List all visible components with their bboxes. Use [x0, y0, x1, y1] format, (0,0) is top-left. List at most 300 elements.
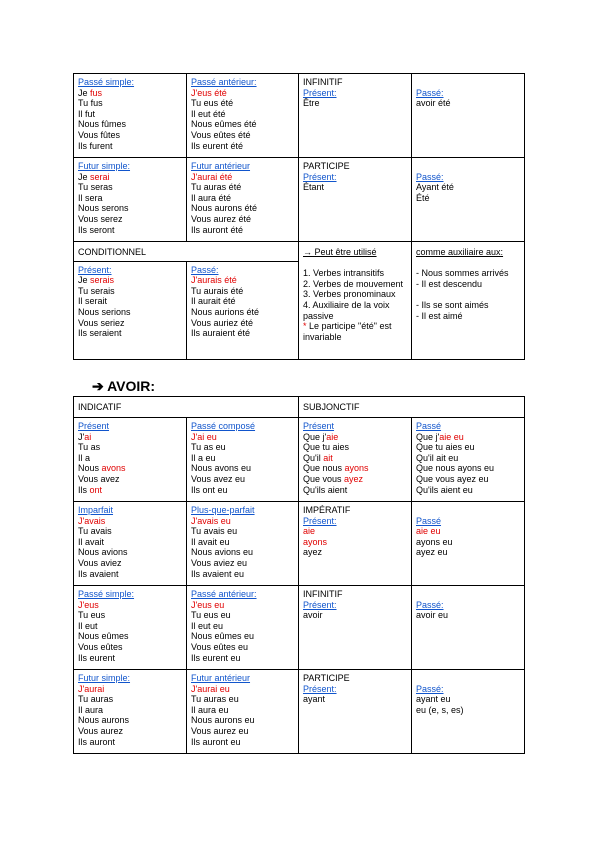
conjugation-line [416, 537, 520, 548]
conjugation-line [191, 193, 294, 204]
line-text: Qu'il ait eu [416, 452, 459, 463]
line-text: Il eut [78, 620, 98, 631]
conjugation-line [191, 172, 294, 183]
conjugation-line [191, 642, 294, 653]
line-text: Tu avais [78, 526, 112, 537]
conjugation-line [303, 547, 407, 558]
form-value: Été [416, 192, 430, 203]
conjugation-line [303, 485, 407, 496]
highlighted-form: J'avais [78, 515, 106, 526]
conjugation-line [191, 130, 294, 141]
conjugation-line [191, 547, 294, 558]
conjugation-line [416, 463, 520, 474]
conj-lines [78, 88, 182, 152]
form-value: avoir [303, 610, 323, 621]
line-text: Nous [78, 463, 102, 474]
conj-lines [416, 432, 520, 496]
section-title: Passé antérieur: [191, 589, 257, 599]
conjugation-line [303, 463, 407, 474]
conjugation-line [78, 653, 182, 664]
conj-lines [191, 516, 294, 580]
highlighted-form: J'aurai été [191, 171, 233, 182]
conjugation-line [78, 119, 182, 130]
conjugation-line [78, 193, 182, 204]
conj-lines [78, 275, 182, 339]
highlighted-form: J'eus [78, 599, 99, 610]
mode-label: INFINITIF [303, 589, 343, 599]
line-text: Qu'il [303, 452, 324, 463]
conjugation-line [191, 432, 294, 443]
line-text: Je [78, 275, 91, 286]
conjugation-line [303, 432, 407, 443]
line-text: Tu auras été [191, 182, 242, 193]
avoir-imparfait-cell [74, 502, 187, 586]
line-text: Ils auront [78, 736, 116, 747]
conjugation-line [78, 474, 182, 485]
section-title: Passé antérieur: [191, 77, 257, 87]
conjugation-line [78, 726, 182, 737]
conjugation-line [78, 109, 182, 120]
conjugation-line [78, 705, 182, 716]
avoir-imperatif-cell [299, 502, 412, 586]
line-text: Nous serons [78, 203, 129, 214]
conjugation-line [303, 474, 407, 485]
line-text: Il eut eu [191, 620, 224, 631]
mode-label: PARTICIPE [303, 161, 350, 171]
conjugation-line [78, 642, 182, 653]
conjugation-line [78, 547, 182, 558]
conjugation-line [416, 432, 520, 443]
line-text: Que tu aies eu [416, 442, 475, 453]
line-text: Ils [78, 484, 90, 495]
line-text: Ils auront été [191, 224, 244, 235]
usage-item: 4. Auxiliaire de la voix passive [303, 299, 390, 321]
line-text: Tu as eu [191, 442, 226, 453]
conjugation-line [78, 318, 182, 329]
section-title: Présent [78, 421, 110, 431]
conjugation-line [191, 653, 294, 664]
conjugation-line [191, 600, 294, 611]
form-value: Étant [303, 182, 325, 193]
line-text: Il aura eu [191, 704, 229, 715]
mode-label: CONDITIONNEL [78, 247, 147, 257]
indicatif-header-cell [74, 397, 299, 418]
highlighted-form: aie eu [416, 526, 441, 537]
line-text: Que j' [416, 431, 440, 442]
conjugation-line [191, 141, 294, 152]
conjugation-line [191, 474, 294, 485]
section-title: Passé composé [191, 421, 256, 431]
section-title: Passé simple: [78, 77, 135, 87]
conj-lines [191, 600, 294, 664]
line-text: Nous eûmes eu [191, 631, 255, 642]
conj-lines [191, 88, 294, 152]
usage-cell [299, 242, 412, 360]
conj-lines [78, 516, 182, 580]
line-text: Ils avaient eu [191, 568, 245, 579]
line-text: Vous eûtes [78, 641, 123, 652]
line-text: Ils seront [78, 224, 115, 235]
conjugation-line [191, 275, 294, 286]
conjugation-line [191, 463, 294, 474]
conjugation-line [191, 684, 294, 695]
avoir-participe-cell [299, 670, 412, 754]
line-text: Il a [78, 452, 91, 463]
mode-label: INDICATIF [78, 402, 122, 412]
line-text: Nous aurons été [191, 203, 258, 214]
highlighted-form: J'ai eu [191, 431, 217, 442]
section-title: Passé: [191, 264, 219, 275]
line-text: Nous avions [78, 547, 128, 558]
etre-futur-simple-cell [74, 158, 187, 242]
line-text: Ils auront eu [191, 736, 241, 747]
section-title: Présent: [303, 683, 337, 694]
highlighted-form: J'eus été [191, 87, 227, 98]
section-title: → Peut être utilisé [303, 247, 377, 257]
avoir-conjugation-table [73, 396, 525, 754]
cond-present-cell [74, 261, 187, 359]
conjugation-line [78, 694, 182, 705]
form-value: ayant [303, 694, 326, 705]
highlighted-form: ayons [303, 536, 328, 547]
conj-lines [78, 600, 182, 664]
section-title: Futur simple: [78, 673, 131, 683]
line-text: Ils auraient été [191, 328, 251, 339]
conjugation-line [78, 621, 182, 632]
conjugation-line [191, 485, 294, 496]
conjugation-line [191, 705, 294, 716]
conjugation-line [191, 88, 294, 99]
conjugation-line [416, 442, 520, 453]
conjugation-line [303, 453, 407, 464]
form-value: ayant eu [416, 694, 451, 705]
conj-lines [191, 684, 294, 748]
etre-passe-simple-cell [74, 74, 187, 158]
avoir-futur-anterieur-cell [187, 670, 299, 754]
etre-conjugation-table [73, 73, 525, 360]
section-title: Imparfait [78, 505, 114, 515]
usage-note [303, 321, 407, 342]
line-text: Nous fûmes [78, 119, 127, 130]
conjugation-line [191, 442, 294, 453]
section-title: Futur simple: [78, 161, 131, 171]
line-text: Ils eurent été [191, 140, 244, 151]
conjugation-line [191, 610, 294, 621]
conjugation-line [78, 98, 182, 109]
line-text: Que vous ayez eu [416, 473, 489, 484]
section-title: Passé [416, 421, 442, 431]
line-text: Vous eûtes eu [191, 641, 249, 652]
conjugation-line [191, 537, 294, 548]
etre-infinitif-passe-cell [412, 74, 525, 158]
conjugation-line [191, 715, 294, 726]
etre-futur-anterieur-cell [187, 158, 299, 242]
avoir-infinitif-passe-cell [412, 586, 525, 670]
line-text: Il aurait été [191, 296, 236, 307]
conjugation-line [78, 684, 182, 695]
line-text: Il sera [78, 192, 103, 203]
conj-lines [78, 172, 182, 236]
line-text: Tu seras [78, 182, 113, 193]
line-text: Vous aurez été [191, 213, 252, 224]
highlighted-form: J'avais eu [191, 515, 231, 526]
conjugation-line [191, 694, 294, 705]
highlighted-form: ai [84, 431, 92, 442]
line-text: Nous avions eu [191, 547, 254, 558]
section-title: Présent: [303, 171, 337, 182]
conjugation-line [191, 182, 294, 193]
line-text: Tu eus été [191, 98, 234, 109]
mode-label: IMPÉRATIF [303, 505, 351, 515]
line-text: Ils eurent eu [191, 652, 241, 663]
line-text: Que tu aies [303, 442, 350, 453]
conjugation-line [191, 737, 294, 748]
conj-lines [191, 172, 294, 236]
line-text: Tu aurais été [191, 285, 244, 296]
line-text: Nous aurions été [191, 306, 260, 317]
form-value: avoir été [416, 98, 451, 109]
line-text: Vous aviez eu [191, 557, 248, 568]
highlighted-form: aie [303, 526, 316, 537]
section-title: Présent: [78, 264, 112, 275]
avoir-passe-compose-cell [187, 418, 299, 502]
line-text: Tu fus [78, 98, 103, 109]
line-text: Il fut [78, 108, 96, 119]
line-text: J' [78, 431, 85, 442]
conjugation-line [78, 172, 182, 183]
section-title: Passé simple: [78, 589, 135, 599]
line-text: Nous eûmes été [191, 119, 257, 130]
line-text: Tu as [78, 442, 101, 453]
line-text: Qu'ils aient eu [416, 484, 473, 495]
conjugation-line [78, 737, 182, 748]
avoir-imperatif-passe-cell [412, 502, 525, 586]
conj-lines [191, 432, 294, 496]
line-text: Il eut été [191, 108, 226, 119]
conjugation-line [78, 600, 182, 611]
section-title: Futur antérieur [191, 161, 251, 171]
mode-label: SUBJONCTIF [303, 402, 360, 412]
avoir-subj-present-cell [299, 418, 412, 502]
line-text: Tu eus eu [191, 610, 231, 621]
conjugation-line [191, 98, 294, 109]
line-text: Qu'ils aient [303, 484, 348, 495]
form-value: avoir eu [416, 610, 449, 621]
line-text: Que vous [303, 473, 345, 484]
conjugation-line [78, 463, 182, 474]
line-text: Il aura été [191, 192, 232, 203]
line-text: Vous avez [78, 473, 120, 484]
line-text: ayons eu [416, 536, 453, 547]
auxiliaire-cell [412, 242, 525, 360]
avoir-passe-anterieur-cell [187, 586, 299, 670]
line-text: Vous avez eu [191, 473, 246, 484]
line-text: Ils avaient [78, 568, 119, 579]
conj-lines [416, 526, 520, 558]
conjugation-line [78, 485, 182, 496]
line-text: Il avait [78, 536, 105, 547]
conjugation-line [78, 442, 182, 453]
etre-passe-anterieur-cell [187, 74, 299, 158]
highlighted-form: J'aurai eu [191, 683, 230, 694]
conjugation-line [303, 442, 407, 453]
line-text: Il aura [78, 704, 104, 715]
conjugation-line [191, 225, 294, 236]
highlighted-form: serai [90, 171, 110, 182]
conjugation-line [416, 485, 520, 496]
etre-infinitif-cell [299, 74, 412, 158]
section-title: Passé [416, 515, 442, 526]
conjugation-line [78, 558, 182, 569]
line-text: Ils seraient [78, 328, 122, 339]
mode-label: INFINITIF [303, 77, 343, 87]
conjugation-line [191, 516, 294, 527]
etre-participe-cell [299, 158, 412, 242]
highlighted-form: J'aurai [78, 683, 105, 694]
conj-lines [191, 275, 294, 339]
line-text: Que j' [303, 431, 327, 442]
conjugation-line [416, 526, 520, 537]
avoir-participe-passe-cell [412, 670, 525, 754]
avoir-infinitif-cell [299, 586, 412, 670]
line-text: Vous aurez eu [191, 725, 249, 736]
conjugation-line [78, 715, 182, 726]
conjugation-line [191, 328, 294, 339]
form-value: Être [303, 98, 320, 109]
form-value: Ayant été [416, 182, 454, 193]
line-text: Ils furent [78, 140, 113, 151]
conjugation-line [191, 119, 294, 130]
section-title: Passé: [416, 171, 444, 182]
line-text: Je [78, 171, 91, 182]
avoir-subj-passe-cell [412, 418, 525, 502]
conditionnel-header-cell [74, 242, 299, 262]
conjugation-line [78, 516, 182, 527]
line-text: Tu eus [78, 610, 106, 621]
line-text: Vous aurez [78, 725, 124, 736]
conjugation-line [78, 214, 182, 225]
aux-item: - Nous sommes arrivés [416, 268, 509, 279]
conjugation-line [416, 474, 520, 485]
line-text: Il a eu [191, 452, 216, 463]
avoir-passe-simple-cell [74, 586, 187, 670]
conjugation-line [191, 286, 294, 297]
highlighted-form: serais [90, 275, 115, 286]
highlighted-form: aie eu [439, 431, 464, 442]
conj-lines [303, 526, 407, 558]
conjugation-line [416, 547, 520, 558]
conjugation-line [78, 328, 182, 339]
highlighted-form: J'eus eu [191, 599, 225, 610]
usage-item: 3. Verbes pronominaux [303, 289, 396, 300]
line-text: Que nous ayons eu [416, 463, 495, 474]
highlighted-form: ayez [344, 473, 364, 484]
line-text: Nous serions [78, 306, 131, 317]
section-title: Plus-que-parfait [191, 505, 255, 515]
conjugation-line [191, 631, 294, 642]
line-text: ayez eu [416, 547, 448, 558]
line-text: Nous eûmes [78, 631, 129, 642]
line-text: Vous seriez [78, 317, 125, 328]
conj-lines [303, 432, 407, 496]
conjugation-line [78, 225, 182, 236]
avoir-futur-simple-cell [74, 670, 187, 754]
section-title: Présent [303, 421, 335, 431]
line-text: Tu avais eu [191, 526, 238, 537]
line-text: Vous serez [78, 213, 123, 224]
line-text: Vous aviez [78, 557, 122, 568]
subjonctif-header-cell [299, 397, 525, 418]
section-title: Passé: [416, 599, 444, 610]
conjugation-line [78, 432, 182, 443]
section-title: Futur antérieur [191, 673, 251, 683]
etre-participe-passe-cell [412, 158, 525, 242]
note-text: Le participe "été" est invariable [303, 321, 392, 342]
line-text: Vous eûtes été [191, 129, 251, 140]
conjugation-line [191, 453, 294, 464]
conjugation-line [191, 203, 294, 214]
section-title: Passé: [416, 87, 444, 98]
usage-item: 2. Verbes de mouvement [303, 278, 404, 289]
line-text: Nous aurons eu [191, 715, 255, 726]
conjugation-line [303, 537, 407, 548]
avoir-heading: ➔ AVOIR: [92, 378, 156, 394]
line-text: Ils eurent [78, 652, 116, 663]
aux-item: - Ils se sont aimés [416, 299, 489, 310]
conjugation-line [78, 631, 182, 642]
section-title: Présent: [303, 515, 337, 526]
conjugation-line [191, 621, 294, 632]
conjugation-line [191, 526, 294, 537]
conjugation-line [191, 214, 294, 225]
usage-item: 1. Verbes intransitifs [303, 268, 385, 279]
highlighted-form: ont [89, 484, 103, 495]
avoir-present-cell [74, 418, 187, 502]
conjugation-line [78, 453, 182, 464]
conjugation-line [78, 307, 182, 318]
conjugation-line [78, 275, 182, 286]
conjugation-line [78, 526, 182, 537]
conjugation-line [78, 296, 182, 307]
conj-lines [78, 432, 182, 496]
avoir-plus-que-parfait-cell [187, 502, 299, 586]
line-text: Ils ont eu [191, 484, 228, 495]
line-text: Nous aurons [78, 715, 130, 726]
conjugation-line [416, 453, 520, 464]
line-text: Nous avons eu [191, 463, 252, 474]
line-text: Il avait eu [191, 536, 230, 547]
conjugation-line [191, 296, 294, 307]
conjugation-line [191, 307, 294, 318]
section-title: comme auxiliaire aux: [416, 247, 504, 257]
aux-item: - Il est descendu [416, 278, 483, 289]
conjugation-line [78, 569, 182, 580]
section-title: Passé: [416, 683, 444, 694]
highlighted-form: ait [323, 452, 333, 463]
conjugation-line [78, 182, 182, 193]
line-text: Vous auriez été [191, 317, 254, 328]
conjugation-line [191, 726, 294, 737]
section-title: Présent: [303, 87, 337, 98]
line-text: ayez [303, 547, 323, 558]
mode-label: PARTICIPE [303, 673, 350, 683]
line-text: Je [78, 87, 91, 98]
conjugation-line [78, 130, 182, 141]
line-text: Il serait [78, 296, 108, 307]
conjugation-line [78, 141, 182, 152]
highlighted-form: J'aurais été [191, 275, 237, 286]
conjugation-line [78, 537, 182, 548]
